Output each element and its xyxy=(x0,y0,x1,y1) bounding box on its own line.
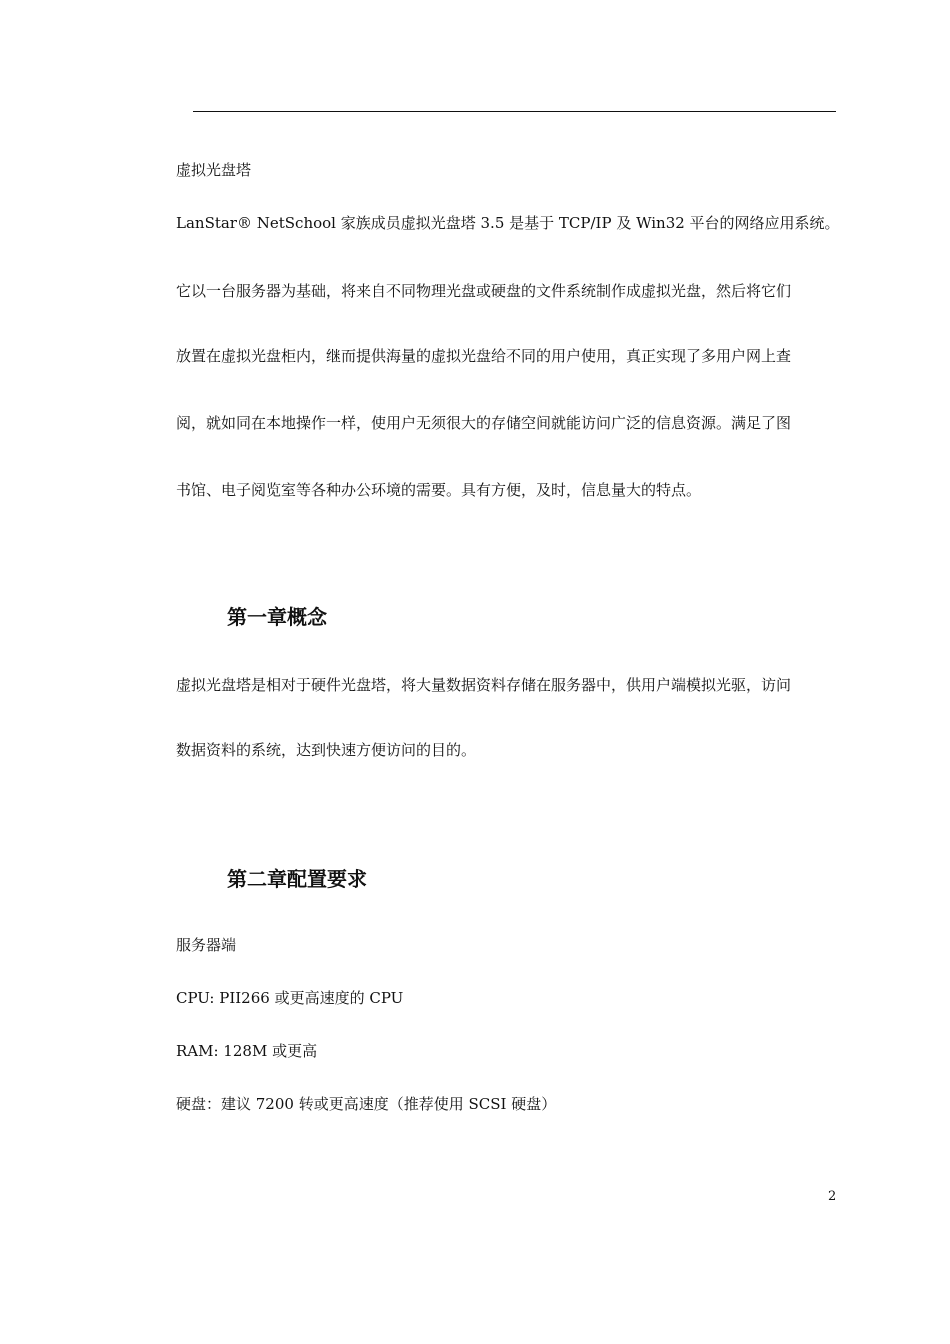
chapter1-line-2: 数据资料的系统，达到快速方便访问的目的。 xyxy=(176,741,477,759)
chapter2-heading: 第二章配置要求 xyxy=(227,867,367,891)
server-side-label: 服务器端 xyxy=(176,936,237,954)
ram-requirement: RAM: 128M 或更高 xyxy=(176,1042,318,1060)
chapter1-heading: 第一章概念 xyxy=(227,605,327,629)
intro-line-1: LanStar® NetSchool 家族成员虚拟光盘塔 3.5 是基于 TCP/IP 及 Win32 平台的网络应用系统。 xyxy=(176,214,840,232)
page-number: 2 xyxy=(828,1189,837,1204)
cpu-requirement: CPU: PII266 或更高速度的 CPU xyxy=(176,989,404,1007)
intro-title: 虚拟光盘塔 xyxy=(176,161,252,179)
chapter1-line-1: 虚拟光盘塔是相对于硬件光盘塔，将大量数据资料存储在服务器中，供用户端模拟光驱，访问 xyxy=(176,676,792,694)
intro-line-5: 书馆、电子阅览室等各种办公环境的需要。具有方便，及时，信息量大的特点。 xyxy=(176,481,702,499)
intro-line-2: 它以一台服务器为基础，将来自不同物理光盘或硬盘的文件系统制作成虚拟光盘，然后将它们 xyxy=(176,282,792,300)
intro-line-4: 阅，就如同在本地操作一样，使用户无须很大的存储空间就能访问广泛的信息资源。满足了图 xyxy=(176,414,792,432)
disk-requirement: 硬盘：建议 7200 转或更高速度（推荐使用 SCSI 硬盘） xyxy=(176,1095,557,1113)
intro-line-3: 放置在虚拟光盘柜内，继而提供海量的虚拟光盘给不同的用户使用，真正实现了多用户网上查 xyxy=(176,347,792,365)
header-rule xyxy=(193,111,836,112)
